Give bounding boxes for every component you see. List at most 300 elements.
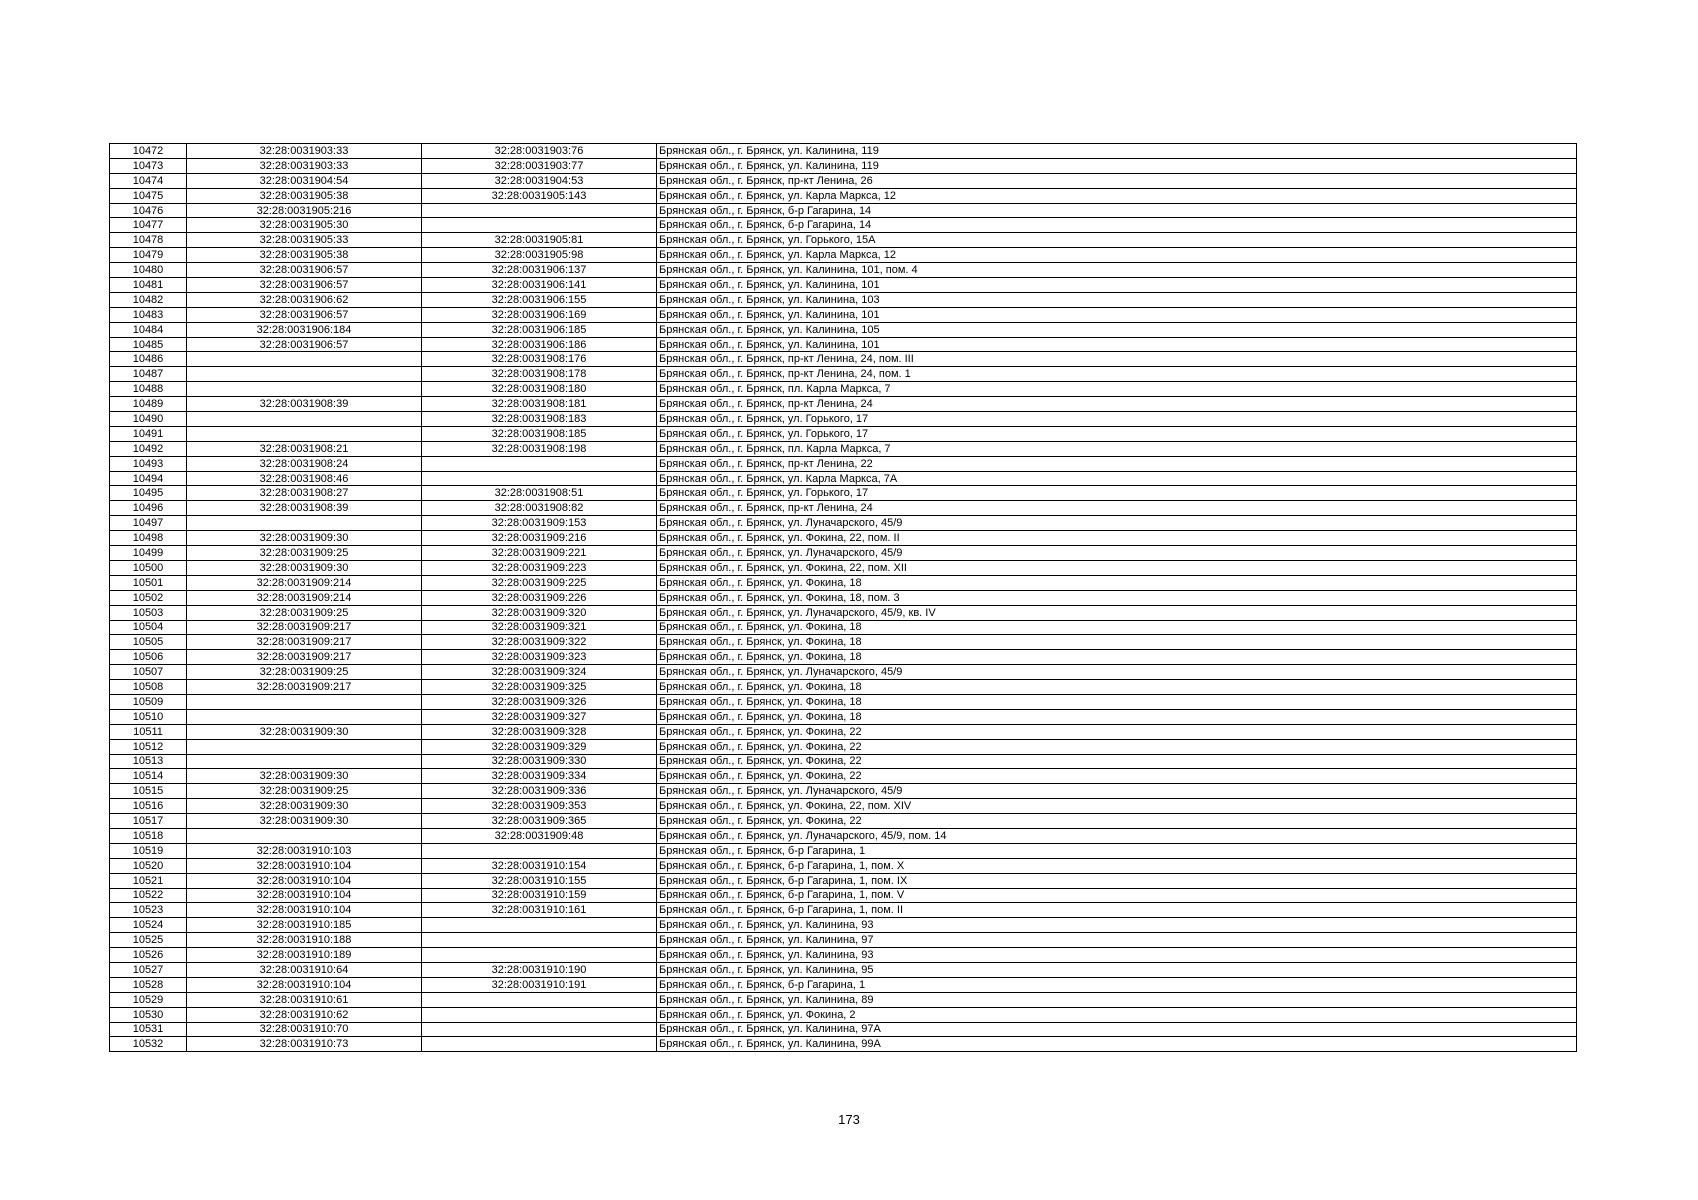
row-number-cell: 10520	[110, 858, 187, 873]
page-number: 173	[838, 1112, 860, 1127]
object-cadastral-number-cell: 32:28:0031910:191	[422, 977, 657, 992]
parcel-cadastral-number-cell: 32:28:0031910:104	[187, 903, 422, 918]
table-row	[110, 769, 1577, 784]
parcel-cadastral-number-cell: 32:28:0031910:185	[187, 918, 422, 933]
address-cell: Брянская обл., г. Брянск, ул. Фокина, 18	[657, 635, 1577, 650]
parcel-cadastral-number-cell: 32:28:0031903:33	[187, 144, 422, 159]
parcel-cadastral-number-cell: 32:28:0031908:46	[187, 471, 422, 486]
object-cadastral-number-cell: 32:28:0031909:320	[422, 605, 657, 620]
table-row	[110, 322, 1577, 337]
address-cell: Брянская обл., г. Брянск, ул. Фокина, 22, пом. XII	[657, 560, 1577, 575]
address-cell: Брянская обл., г. Брянск, б-р Гагарина, 14	[657, 203, 1577, 218]
address-cell: Брянская обл., г. Брянск, ул. Горького, 17	[657, 412, 1577, 427]
table-row	[110, 590, 1577, 605]
object-cadastral-number-cell	[422, 203, 657, 218]
row-number-cell: 10480	[110, 263, 187, 278]
table-row	[110, 903, 1577, 918]
address-cell: Брянская обл., г. Брянск, пр-кт Ленина, 24, пом. III	[657, 352, 1577, 367]
table-row	[110, 665, 1577, 680]
row-number-cell: 10530	[110, 1007, 187, 1022]
row-number-cell: 10528	[110, 977, 187, 992]
table-row	[110, 784, 1577, 799]
address-cell: Брянская обл., г. Брянск, пр-кт Ленина, 26	[657, 173, 1577, 188]
address-cell: Брянская обл., г. Брянск, ул. Луначарского, 45/9, кв. IV	[657, 605, 1577, 620]
address-cell: Брянская обл., г. Брянск, б-р Гагарина, 1, пом. II	[657, 903, 1577, 918]
parcel-cadastral-number-cell: 32:28:0031910:62	[187, 1007, 422, 1022]
row-number-cell: 10491	[110, 426, 187, 441]
object-cadastral-number-cell	[422, 843, 657, 858]
parcel-cadastral-number-cell: 32:28:0031909:214	[187, 590, 422, 605]
row-number-cell: 10494	[110, 471, 187, 486]
table-row	[110, 173, 1577, 188]
parcel-cadastral-number-cell: 32:28:0031909:217	[187, 650, 422, 665]
row-number-cell: 10493	[110, 456, 187, 471]
object-cadastral-number-cell: 32:28:0031909:221	[422, 546, 657, 561]
address-cell: Брянская обл., г. Брянск, ул. Калинина, 119	[657, 144, 1577, 159]
object-cadastral-number-cell: 32:28:0031909:324	[422, 665, 657, 680]
address-cell: Брянская обл., г. Брянск, ул. Калинина, 93	[657, 918, 1577, 933]
address-cell: Брянская обл., г. Брянск, ул. Калинина, 97А	[657, 1022, 1577, 1037]
object-cadastral-number-cell: 32:28:0031909:329	[422, 739, 657, 754]
object-cadastral-number-cell	[422, 918, 657, 933]
row-number-cell: 10477	[110, 218, 187, 233]
table-row	[110, 977, 1577, 992]
address-cell: Брянская обл., г. Брянск, ул. Фокина, 22	[657, 739, 1577, 754]
table-row	[110, 754, 1577, 769]
parcel-cadastral-number-cell: 32:28:0031905:216	[187, 203, 422, 218]
object-cadastral-number-cell: 32:28:0031906:169	[422, 307, 657, 322]
table-row	[110, 605, 1577, 620]
table-row	[110, 531, 1577, 546]
object-cadastral-number-cell: 32:28:0031906:141	[422, 278, 657, 293]
parcel-cadastral-number-cell: 32:28:0031909:25	[187, 784, 422, 799]
address-cell: Брянская обл., г. Брянск, ул. Луначарского, 45/9	[657, 665, 1577, 680]
address-cell: Брянская обл., г. Брянск, ул. Калинина, 101	[657, 337, 1577, 352]
row-number-cell: 10496	[110, 501, 187, 516]
object-cadastral-number-cell	[422, 1022, 657, 1037]
table-body	[110, 144, 1577, 1052]
object-cadastral-number-cell: 32:28:0031908:183	[422, 412, 657, 427]
parcel-cadastral-number-cell: 32:28:0031905:38	[187, 248, 422, 263]
address-cell: Брянская обл., г. Брянск, ул. Карла Маркса, 12	[657, 188, 1577, 203]
row-number-cell: 10527	[110, 962, 187, 977]
object-cadastral-number-cell	[422, 948, 657, 963]
table-row	[110, 546, 1577, 561]
address-cell: Брянская обл., г. Брянск, ул. Горького, 17	[657, 486, 1577, 501]
parcel-cadastral-number-cell: 32:28:0031910:188	[187, 933, 422, 948]
parcel-cadastral-number-cell: 32:28:0031906:57	[187, 278, 422, 293]
table-row	[110, 263, 1577, 278]
object-cadastral-number-cell: 32:28:0031909:330	[422, 754, 657, 769]
table-row	[110, 352, 1577, 367]
table-row	[110, 694, 1577, 709]
object-cadastral-number-cell: 32:28:0031909:327	[422, 709, 657, 724]
table-row	[110, 888, 1577, 903]
row-number-cell: 10505	[110, 635, 187, 650]
row-number-cell: 10513	[110, 754, 187, 769]
table-row	[110, 724, 1577, 739]
row-number-cell: 10475	[110, 188, 187, 203]
object-cadastral-number-cell	[422, 1007, 657, 1022]
parcel-cadastral-number-cell: 32:28:0031909:30	[187, 769, 422, 784]
parcel-cadastral-number-cell: 32:28:0031908:21	[187, 441, 422, 456]
row-number-cell: 10479	[110, 248, 187, 263]
row-number-cell: 10523	[110, 903, 187, 918]
parcel-cadastral-number-cell: 32:28:0031910:104	[187, 977, 422, 992]
table-row	[110, 992, 1577, 1007]
parcel-cadastral-number-cell	[187, 754, 422, 769]
table-row	[110, 873, 1577, 888]
address-cell: Брянская обл., г. Брянск, ул. Фокина, 22	[657, 814, 1577, 829]
address-cell: Брянская обл., г. Брянск, ул. Горького, 15А	[657, 233, 1577, 248]
row-number-cell: 10489	[110, 397, 187, 412]
parcel-cadastral-number-cell: 32:28:0031904:54	[187, 173, 422, 188]
object-cadastral-number-cell: 32:28:0031906:155	[422, 292, 657, 307]
address-cell: Брянская обл., г. Брянск, ул. Карла Маркса, 7А	[657, 471, 1577, 486]
row-number-cell: 10510	[110, 709, 187, 724]
object-cadastral-number-cell: 32:28:0031903:76	[422, 144, 657, 159]
row-number-cell: 10481	[110, 278, 187, 293]
address-cell: Брянская обл., г. Брянск, ул. Фокина, 22, пом. II	[657, 531, 1577, 546]
table-row	[110, 412, 1577, 427]
row-number-cell: 10499	[110, 546, 187, 561]
parcel-cadastral-number-cell: 32:28:0031910:73	[187, 1037, 422, 1052]
parcel-cadastral-number-cell	[187, 709, 422, 724]
parcel-cadastral-number-cell	[187, 828, 422, 843]
row-number-cell: 10483	[110, 307, 187, 322]
address-cell: Брянская обл., г. Брянск, ул. Фокина, 18	[657, 650, 1577, 665]
table-row	[110, 233, 1577, 248]
parcel-cadastral-number-cell	[187, 382, 422, 397]
row-number-cell: 10484	[110, 322, 187, 337]
object-cadastral-number-cell	[422, 933, 657, 948]
parcel-cadastral-number-cell: 32:28:0031909:214	[187, 575, 422, 590]
parcel-cadastral-number-cell	[187, 739, 422, 754]
parcel-cadastral-number-cell: 32:28:0031909:30	[187, 799, 422, 814]
object-cadastral-number-cell	[422, 992, 657, 1007]
table-row	[110, 1037, 1577, 1052]
object-cadastral-number-cell: 32:28:0031910:161	[422, 903, 657, 918]
object-cadastral-number-cell: 32:28:0031905:143	[422, 188, 657, 203]
address-cell: Брянская обл., г. Брянск, ул. Калинина, 93	[657, 948, 1577, 963]
row-number-cell: 10524	[110, 918, 187, 933]
table-row	[110, 456, 1577, 471]
object-cadastral-number-cell: 32:28:0031908:176	[422, 352, 657, 367]
row-number-cell: 10503	[110, 605, 187, 620]
address-cell: Брянская обл., г. Брянск, ул. Калинина, 89	[657, 992, 1577, 1007]
table-row	[110, 1007, 1577, 1022]
parcel-cadastral-number-cell: 32:28:0031909:30	[187, 560, 422, 575]
parcel-cadastral-number-cell	[187, 352, 422, 367]
address-cell: Брянская обл., г. Брянск, б-р Гагарина, 14	[657, 218, 1577, 233]
table-row	[110, 709, 1577, 724]
table-row	[110, 397, 1577, 412]
parcel-cadastral-number-cell: 32:28:0031909:217	[187, 620, 422, 635]
table-row	[110, 680, 1577, 695]
table-row	[110, 843, 1577, 858]
parcel-cadastral-number-cell: 32:28:0031906:57	[187, 263, 422, 278]
table-row	[110, 337, 1577, 352]
object-cadastral-number-cell: 32:28:0031906:137	[422, 263, 657, 278]
row-number-cell: 10518	[110, 828, 187, 843]
row-number-cell: 10517	[110, 814, 187, 829]
table-row	[110, 218, 1577, 233]
table-row	[110, 188, 1577, 203]
object-cadastral-number-cell: 32:28:0031909:226	[422, 590, 657, 605]
address-cell: Брянская обл., г. Брянск, б-р Гагарина, 1, пом. V	[657, 888, 1577, 903]
object-cadastral-number-cell	[422, 1037, 657, 1052]
row-number-cell: 10482	[110, 292, 187, 307]
address-cell: Брянская обл., г. Брянск, ул. Фокина, 22	[657, 724, 1577, 739]
address-cell: Брянская обл., г. Брянск, ул. Луначарского, 45/9	[657, 516, 1577, 531]
address-cell: Брянская обл., г. Брянск, ул. Луначарского, 45/9	[657, 546, 1577, 561]
table-row	[110, 382, 1577, 397]
parcel-cadastral-number-cell: 32:28:0031910:104	[187, 858, 422, 873]
object-cadastral-number-cell: 32:28:0031908:185	[422, 426, 657, 441]
row-number-cell: 10474	[110, 173, 187, 188]
address-cell: Брянская обл., г. Брянск, пр-кт Ленина, 24	[657, 397, 1577, 412]
row-number-cell: 10476	[110, 203, 187, 218]
row-number-cell: 10525	[110, 933, 187, 948]
table-row	[110, 575, 1577, 590]
row-number-cell: 10478	[110, 233, 187, 248]
parcel-cadastral-number-cell: 32:28:0031910:64	[187, 962, 422, 977]
table-row	[110, 739, 1577, 754]
table-row	[110, 799, 1577, 814]
parcel-cadastral-number-cell: 32:28:0031910:103	[187, 843, 422, 858]
row-number-cell: 10511	[110, 724, 187, 739]
object-cadastral-number-cell: 32:28:0031908:181	[422, 397, 657, 412]
row-number-cell: 10486	[110, 352, 187, 367]
table-row	[110, 918, 1577, 933]
parcel-cadastral-number-cell: 32:28:0031909:217	[187, 680, 422, 695]
table-row	[110, 1022, 1577, 1037]
parcel-cadastral-number-cell: 32:28:0031906:57	[187, 337, 422, 352]
address-cell: Брянская обл., г. Брянск, ул. Калинина, 103	[657, 292, 1577, 307]
row-number-cell: 10504	[110, 620, 187, 635]
row-number-cell: 10498	[110, 531, 187, 546]
object-cadastral-number-cell: 32:28:0031908:82	[422, 501, 657, 516]
row-number-cell: 10506	[110, 650, 187, 665]
row-number-cell: 10512	[110, 739, 187, 754]
row-number-cell: 10507	[110, 665, 187, 680]
address-cell: Брянская обл., г. Брянск, ул. Луначарского, 45/9	[657, 784, 1577, 799]
object-cadastral-number-cell: 32:28:0031906:186	[422, 337, 657, 352]
object-cadastral-number-cell: 32:28:0031908:178	[422, 367, 657, 382]
row-number-cell: 10492	[110, 441, 187, 456]
parcel-cadastral-number-cell: 32:28:0031903:33	[187, 158, 422, 173]
object-cadastral-number-cell: 32:28:0031909:325	[422, 680, 657, 695]
row-number-cell: 10485	[110, 337, 187, 352]
table-row	[110, 158, 1577, 173]
object-cadastral-number-cell: 32:28:0031910:159	[422, 888, 657, 903]
parcel-cadastral-number-cell: 32:28:0031905:33	[187, 233, 422, 248]
object-cadastral-number-cell: 32:28:0031909:334	[422, 769, 657, 784]
address-cell: Брянская обл., г. Брянск, ул. Калинина, 95	[657, 962, 1577, 977]
row-number-cell: 10521	[110, 873, 187, 888]
object-cadastral-number-cell: 32:28:0031909:216	[422, 531, 657, 546]
parcel-cadastral-number-cell: 32:28:0031910:189	[187, 948, 422, 963]
table-row	[110, 426, 1577, 441]
table-row	[110, 292, 1577, 307]
object-cadastral-number-cell: 32:28:0031908:51	[422, 486, 657, 501]
table-row	[110, 828, 1577, 843]
row-number-cell: 10508	[110, 680, 187, 695]
object-cadastral-number-cell: 32:28:0031909:353	[422, 799, 657, 814]
address-cell: Брянская обл., г. Брянск, ул. Фокина, 18	[657, 575, 1577, 590]
row-number-cell: 10522	[110, 888, 187, 903]
table-row	[110, 635, 1577, 650]
address-cell: Брянская обл., г. Брянск, ул. Фокина, 18, пом. 3	[657, 590, 1577, 605]
address-cell: Брянская обл., г. Брянск, ул. Горького, 17	[657, 426, 1577, 441]
parcel-cadastral-number-cell: 32:28:0031909:217	[187, 635, 422, 650]
address-cell: Брянская обл., г. Брянск, ул. Калинина, 97	[657, 933, 1577, 948]
address-cell: Брянская обл., г. Брянск, пр-кт Ленина, 24	[657, 501, 1577, 516]
table-row	[110, 248, 1577, 263]
parcel-cadastral-number-cell	[187, 412, 422, 427]
address-cell: Брянская обл., г. Брянск, ул. Калинина, 101	[657, 307, 1577, 322]
table-row	[110, 814, 1577, 829]
address-cell: Брянская обл., г. Брянск, ул. Фокина, 2	[657, 1007, 1577, 1022]
table-row	[110, 858, 1577, 873]
parcel-cadastral-number-cell: 32:28:0031905:38	[187, 188, 422, 203]
row-number-cell: 10519	[110, 843, 187, 858]
address-cell: Брянская обл., г. Брянск, пл. Карла Маркса, 7	[657, 441, 1577, 456]
table-row	[110, 144, 1577, 159]
address-cell: Брянская обл., г. Брянск, ул. Фокина, 18	[657, 694, 1577, 709]
object-cadastral-number-cell: 32:28:0031909:321	[422, 620, 657, 635]
address-cell: Брянская обл., г. Брянск, пр-кт Ленина, 24, пом. 1	[657, 367, 1577, 382]
address-cell: Брянская обл., г. Брянск, б-р Гагарина, 1	[657, 843, 1577, 858]
table-row	[110, 471, 1577, 486]
address-cell: Брянская обл., г. Брянск, ул. Калинина, 101	[657, 278, 1577, 293]
row-number-cell: 10526	[110, 948, 187, 963]
address-cell: Брянская обл., г. Брянск, б-р Гагарина, 1	[657, 977, 1577, 992]
object-cadastral-number-cell	[422, 218, 657, 233]
object-cadastral-number-cell: 32:28:0031905:81	[422, 233, 657, 248]
parcel-cadastral-number-cell	[187, 694, 422, 709]
parcel-cadastral-number-cell: 32:28:0031909:30	[187, 724, 422, 739]
parcel-cadastral-number-cell: 32:28:0031909:25	[187, 546, 422, 561]
parcel-cadastral-number-cell: 32:28:0031909:25	[187, 605, 422, 620]
row-number-cell: 10497	[110, 516, 187, 531]
row-number-cell: 10473	[110, 158, 187, 173]
address-cell: Брянская обл., г. Брянск, ул. Калинина, 101, пом. 4	[657, 263, 1577, 278]
row-number-cell: 10490	[110, 412, 187, 427]
parcel-cadastral-number-cell: 32:28:0031909:30	[187, 814, 422, 829]
address-cell: Брянская обл., г. Брянск, ул. Фокина, 18	[657, 620, 1577, 635]
row-number-cell: 10495	[110, 486, 187, 501]
object-cadastral-number-cell: 32:28:0031910:154	[422, 858, 657, 873]
parcel-cadastral-number-cell: 32:28:0031910:104	[187, 888, 422, 903]
row-number-cell: 10529	[110, 992, 187, 1007]
parcel-cadastral-number-cell: 32:28:0031908:39	[187, 501, 422, 516]
table-row	[110, 516, 1577, 531]
row-number-cell: 10500	[110, 560, 187, 575]
address-cell: Брянская обл., г. Брянск, пр-кт Ленина, 22	[657, 456, 1577, 471]
row-number-cell: 10532	[110, 1037, 187, 1052]
address-cell: Брянская обл., г. Брянск, ул. Фокина, 22	[657, 769, 1577, 784]
object-cadastral-number-cell	[422, 456, 657, 471]
parcel-cadastral-number-cell: 32:28:0031908:27	[187, 486, 422, 501]
address-cell: Брянская обл., г. Брянск, ул. Луначарского, 45/9, пом. 14	[657, 828, 1577, 843]
object-cadastral-number-cell: 32:28:0031908:198	[422, 441, 657, 456]
row-number-cell: 10472	[110, 144, 187, 159]
object-cadastral-number-cell: 32:28:0031910:190	[422, 962, 657, 977]
object-cadastral-number-cell: 32:28:0031909:48	[422, 828, 657, 843]
parcel-cadastral-number-cell: 32:28:0031910:61	[187, 992, 422, 1007]
address-cell: Брянская обл., г. Брянск, ул. Калинина, 99А	[657, 1037, 1577, 1052]
parcel-cadastral-number-cell: 32:28:0031905:30	[187, 218, 422, 233]
row-number-cell: 10487	[110, 367, 187, 382]
object-cadastral-number-cell: 32:28:0031909:225	[422, 575, 657, 590]
address-cell: Брянская обл., г. Брянск, ул. Калинина, 105	[657, 322, 1577, 337]
address-cell: Брянская обл., г. Брянск, б-р Гагарина, 1, пом. X	[657, 858, 1577, 873]
object-cadastral-number-cell: 32:28:0031909:326	[422, 694, 657, 709]
table-row	[110, 962, 1577, 977]
object-cadastral-number-cell: 32:28:0031906:185	[422, 322, 657, 337]
address-cell: Брянская обл., г. Брянск, б-р Гагарина, 1, пом. IX	[657, 873, 1577, 888]
object-cadastral-number-cell: 32:28:0031909:322	[422, 635, 657, 650]
table-row	[110, 307, 1577, 322]
object-cadastral-number-cell: 32:28:0031909:365	[422, 814, 657, 829]
registry-table	[109, 143, 1577, 1052]
table-row	[110, 278, 1577, 293]
row-number-cell: 10514	[110, 769, 187, 784]
parcel-cadastral-number-cell	[187, 516, 422, 531]
parcel-cadastral-number-cell: 32:28:0031910:70	[187, 1022, 422, 1037]
parcel-cadastral-number-cell: 32:28:0031910:104	[187, 873, 422, 888]
address-cell: Брянская обл., г. Брянск, ул. Фокина, 18	[657, 709, 1577, 724]
table-row	[110, 203, 1577, 218]
object-cadastral-number-cell: 32:28:0031908:180	[422, 382, 657, 397]
row-number-cell: 10509	[110, 694, 187, 709]
row-number-cell: 10502	[110, 590, 187, 605]
object-cadastral-number-cell: 32:28:0031905:98	[422, 248, 657, 263]
address-cell: Брянская обл., г. Брянск, пл. Карла Маркса, 7	[657, 382, 1577, 397]
object-cadastral-number-cell: 32:28:0031910:155	[422, 873, 657, 888]
table-row	[110, 501, 1577, 516]
table-row	[110, 948, 1577, 963]
parcel-cadastral-number-cell: 32:28:0031908:24	[187, 456, 422, 471]
table-row	[110, 367, 1577, 382]
row-number-cell: 10516	[110, 799, 187, 814]
address-cell: Брянская обл., г. Брянск, ул. Фокина, 22, пом. XIV	[657, 799, 1577, 814]
table-row	[110, 560, 1577, 575]
object-cadastral-number-cell: 32:28:0031909:328	[422, 724, 657, 739]
table-row	[110, 650, 1577, 665]
row-number-cell: 10488	[110, 382, 187, 397]
address-cell: Брянская обл., г. Брянск, ул. Калинина, 119	[657, 158, 1577, 173]
parcel-cadastral-number-cell: 32:28:0031908:39	[187, 397, 422, 412]
object-cadastral-number-cell: 32:28:0031909:336	[422, 784, 657, 799]
parcel-cadastral-number-cell	[187, 426, 422, 441]
object-cadastral-number-cell: 32:28:0031909:153	[422, 516, 657, 531]
object-cadastral-number-cell: 32:28:0031909:323	[422, 650, 657, 665]
address-cell: Брянская обл., г. Брянск, ул. Фокина, 18	[657, 680, 1577, 695]
parcel-cadastral-number-cell: 32:28:0031906:57	[187, 307, 422, 322]
parcel-cadastral-number-cell: 32:28:0031906:62	[187, 292, 422, 307]
row-number-cell: 10531	[110, 1022, 187, 1037]
parcel-cadastral-number-cell: 32:28:0031909:30	[187, 531, 422, 546]
object-cadastral-number-cell: 32:28:0031903:77	[422, 158, 657, 173]
object-cadastral-number-cell	[422, 471, 657, 486]
address-cell: Брянская обл., г. Брянск, ул. Карла Маркса, 12	[657, 248, 1577, 263]
table-row	[110, 486, 1577, 501]
parcel-cadastral-number-cell: 32:28:0031909:25	[187, 665, 422, 680]
object-cadastral-number-cell: 32:28:0031904:53	[422, 173, 657, 188]
table-row	[110, 441, 1577, 456]
